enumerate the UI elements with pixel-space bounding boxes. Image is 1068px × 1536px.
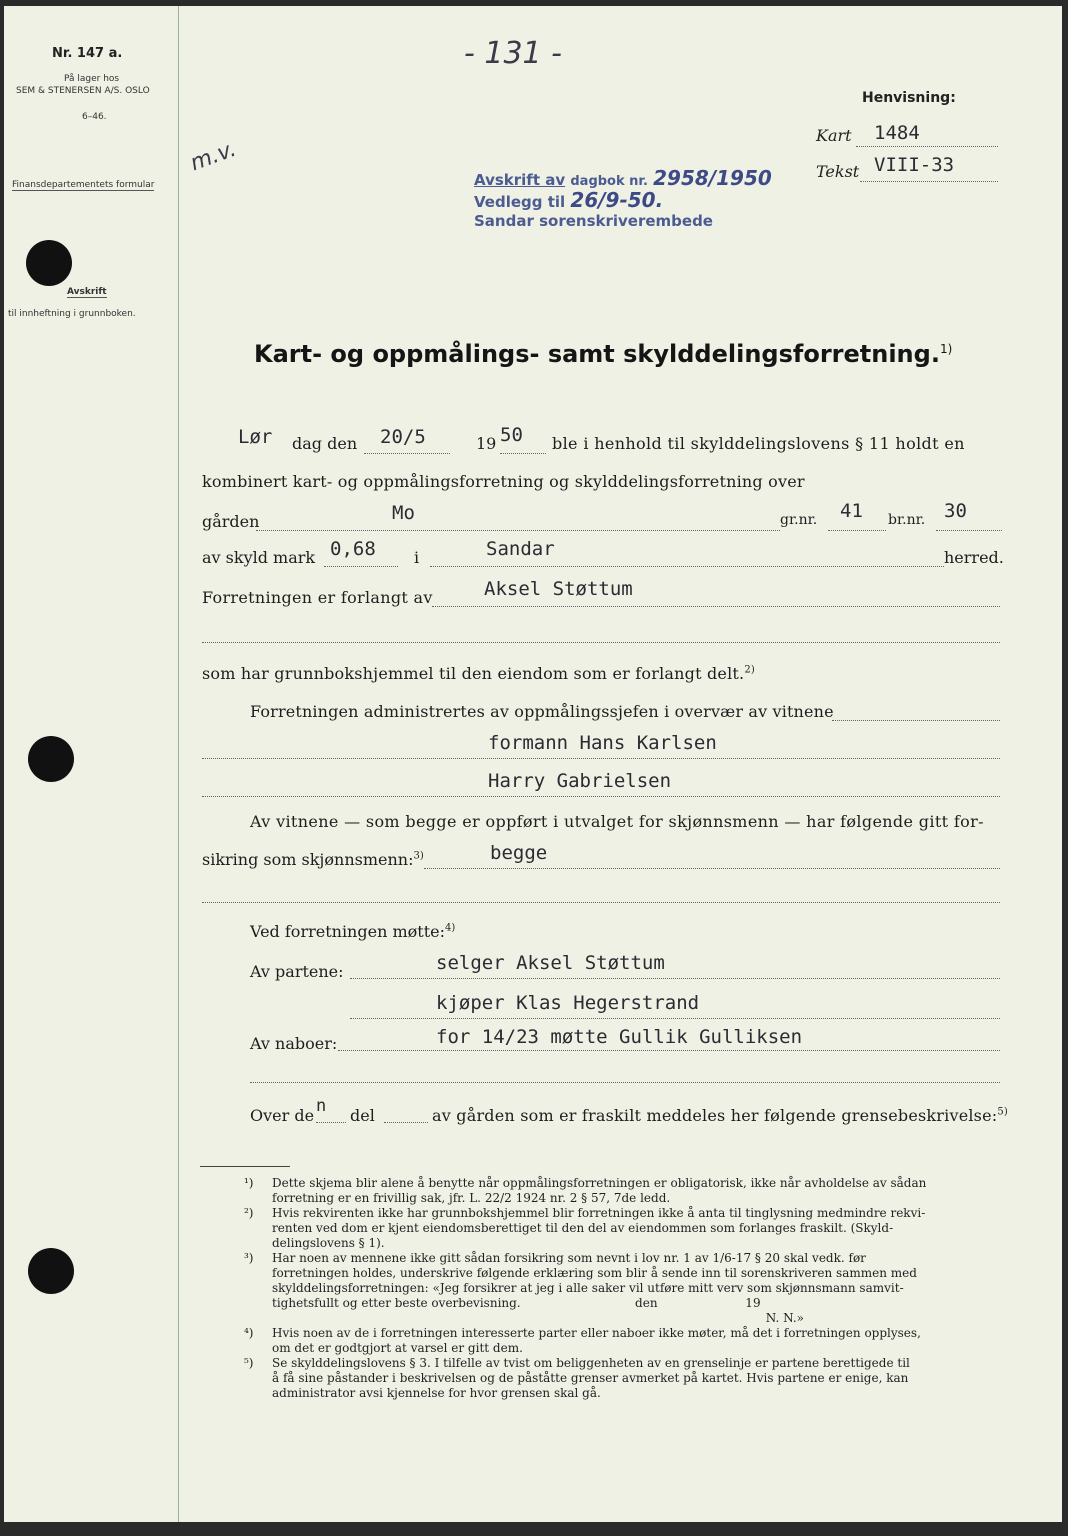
line2: kombinert kart- og oppmålingsforretning og skylddelingsforretning over (202, 472, 805, 491)
footnote-6 (244, 1356, 1004, 1401)
footnote-line: delingslovens § 1). (272, 1236, 385, 1250)
stamp-avskrift-av: Avskrift av dagbok nr. 2958/1950 (474, 166, 772, 190)
dag-den-label: dag den (292, 434, 358, 453)
footnote-line: Har noen av mennene ikke gitt sådan forsikring som nevnt i lov nr. 1 av 1/6-17 § 20 skal vedk. før (272, 1251, 866, 1265)
footnote-line: administrator avsi kjennelse for hvor grensen skal gå. (272, 1386, 601, 1400)
stamp-sorenskriver: Sandar sorenskriverembede (474, 212, 713, 230)
motte-label: Ved forretningen møtte:$^{4)}$ (250, 922, 456, 941)
document-title: Kart- og oppmålings- samt skylddelingsforretning.$^{1)}$ (254, 340, 953, 368)
binder-hole-top (26, 240, 72, 286)
vitne-1: formann Hans Karlsen (488, 732, 717, 754)
naboer-label: Av naboer: (250, 1034, 338, 1053)
vitne-2: Harry Gabrielsen (488, 770, 672, 792)
publisher-line1: På lager hos (64, 74, 120, 84)
kart-value: 1484 (874, 122, 920, 144)
skyld-label: av skyld mark (202, 548, 316, 567)
footnote-line: forretning er en frivillig sak, jfr. L. 22/2 1924 nr. 2 § 57, 7de ledd. (272, 1191, 671, 1205)
margin-divider (178, 6, 179, 1522)
footnote-line: renten ved dom er kjent eiendomsberettiget til den del av eiendommen som forlanges fraskilt. (Skyld- (272, 1221, 894, 1235)
tekst-label: Tekst (816, 162, 860, 181)
footnote-line: Hvis rekvirenten ikke har grunnbokshjemmel blir forretningen ikke å anta til tinglysning medmindre rekvi- (272, 1206, 926, 1220)
date-value: 20/5 (380, 426, 426, 448)
stamp-vedlegg: Vedlegg til 26/9-50. (474, 188, 664, 212)
henvisning-label: Henvisning: (862, 90, 956, 106)
herred-label: herred. (944, 548, 1004, 567)
brnr-label: br.nr. (888, 512, 926, 528)
grnr-value: 41 (840, 500, 863, 522)
tekst-value: VIII-33 (874, 154, 955, 176)
footnote-line: skylddelingsforretningen: «Jeg forsikrer at jeg i alle saker vil utføre mitt verv som skjønnsmann samvit- (272, 1281, 904, 1295)
footnotes (244, 1176, 1004, 1401)
footnote-line: N. N.» (765, 1311, 804, 1325)
handwritten-initials: m.v. (187, 136, 240, 177)
footnote-line: å få sine påstander i beskrivelsen og de påståtte grenser avmerket på kartet. Hvis partene er enige, kan (272, 1371, 909, 1385)
over-prefix: Over de (250, 1106, 315, 1125)
over-rest: av gården som er fraskilt meddeles her følgende grensebeskrivelse:$^{5)}$ (432, 1106, 1009, 1125)
footnote-1 (244, 1176, 1004, 1206)
brnr-value: 30 (944, 500, 967, 522)
footnote-mark: ²) (244, 1206, 254, 1220)
form-number: Nr. 147 a. (52, 46, 123, 61)
binder-hole-middle (28, 736, 74, 782)
footnote-mark: ³) (244, 1251, 254, 1265)
publisher-line2: SEM & STENERSEN A/S. OSLO (16, 86, 150, 96)
over-hand: n (316, 1096, 327, 1116)
partene-2: kjøper Klas Hegerstrand (436, 992, 700, 1014)
year-prefix: 19 (476, 434, 497, 453)
document-page (4, 6, 1062, 1522)
footnote-line: om det er godtgjort at varsel er gitt dem. (272, 1341, 523, 1355)
footnote-2 (244, 1206, 1004, 1251)
footnote-rule (200, 1166, 290, 1167)
footnote-mark: ⁴) (244, 1326, 254, 1340)
footnote-3 (244, 1251, 1004, 1311)
footnote-line: Dette skjema blir alene å benytte når oppmålingsforretningen er obligatorisk, ikke når avholdelse av sådan (272, 1176, 927, 1190)
forsikring-value: begge (490, 842, 548, 864)
footnote-line: Hvis noen av de i forretningen interesserte parter eller naboer ikke møter, må det i forretningen opplyses, (272, 1326, 921, 1340)
skyld-value: 0,68 (330, 538, 376, 560)
naboer-1: for 14/23 møtte Gullik Gulliksen (436, 1026, 803, 1048)
forlangt-value: Aksel Støttum (484, 578, 633, 600)
avskrift-note: til innheftning i grunnboken. (8, 309, 136, 319)
forsikring-line2: sikring som skjønnsmenn:$^{3)}$ (202, 850, 424, 869)
footnote-4 (244, 1311, 1004, 1326)
line1-rest: ble i henhold til skylddelingslovens § 11 holdt en (552, 434, 965, 453)
page-number: - 131 - (464, 36, 562, 71)
partene-1: selger Aksel Støttum (436, 952, 665, 974)
grnr-label: gr.nr. (780, 512, 818, 528)
forlangt-label: Forretningen er forlangt av (202, 588, 433, 607)
kart-label: Kart (816, 126, 852, 145)
weekday-value: Lør (238, 426, 273, 448)
date-code: 6–46. (82, 112, 107, 122)
herred-value: Sandar (486, 538, 555, 560)
footnote-5 (244, 1326, 1004, 1356)
over-del: del (350, 1106, 375, 1125)
footnote-line: Se skylddelingslovens § 3. I tilfelle av tvist om beliggenheten av en grenselinje er partene berettigede til (272, 1356, 910, 1370)
hjemmel-text: som har grunnbokshjemmel til den eiendom som er forlangt delt.$^{2)}$ (202, 664, 756, 683)
year-suffix: 50 (500, 424, 523, 446)
forsikring-line1: Av vitnene — som begge er oppført i utvalget for skjønnsmenn — har følgende gitt for- (250, 812, 984, 831)
footnote-line: tighetsfullt og etter beste overbevisning. den 19 (272, 1296, 761, 1310)
footnote-line: forretningen holdes, underskrive følgende erklæring som blir å sende inn til sorenskriveren sammen med (272, 1266, 917, 1280)
footnote-mark: ⁵) (244, 1356, 254, 1370)
i-label: i (414, 548, 420, 567)
department-label: Finansdepartementets formular (12, 180, 155, 190)
binder-hole-bottom (28, 1248, 74, 1294)
footnote-mark: ¹) (244, 1176, 254, 1190)
garden-label: gården (202, 512, 260, 531)
administrert-text: Forretningen administrertes av oppmålingssjefen i overvær av vitnene (250, 702, 834, 721)
garden-value: Mo (392, 502, 415, 524)
partene-label: Av partene: (250, 962, 344, 981)
avskrift-label: Avskrift (67, 287, 107, 297)
